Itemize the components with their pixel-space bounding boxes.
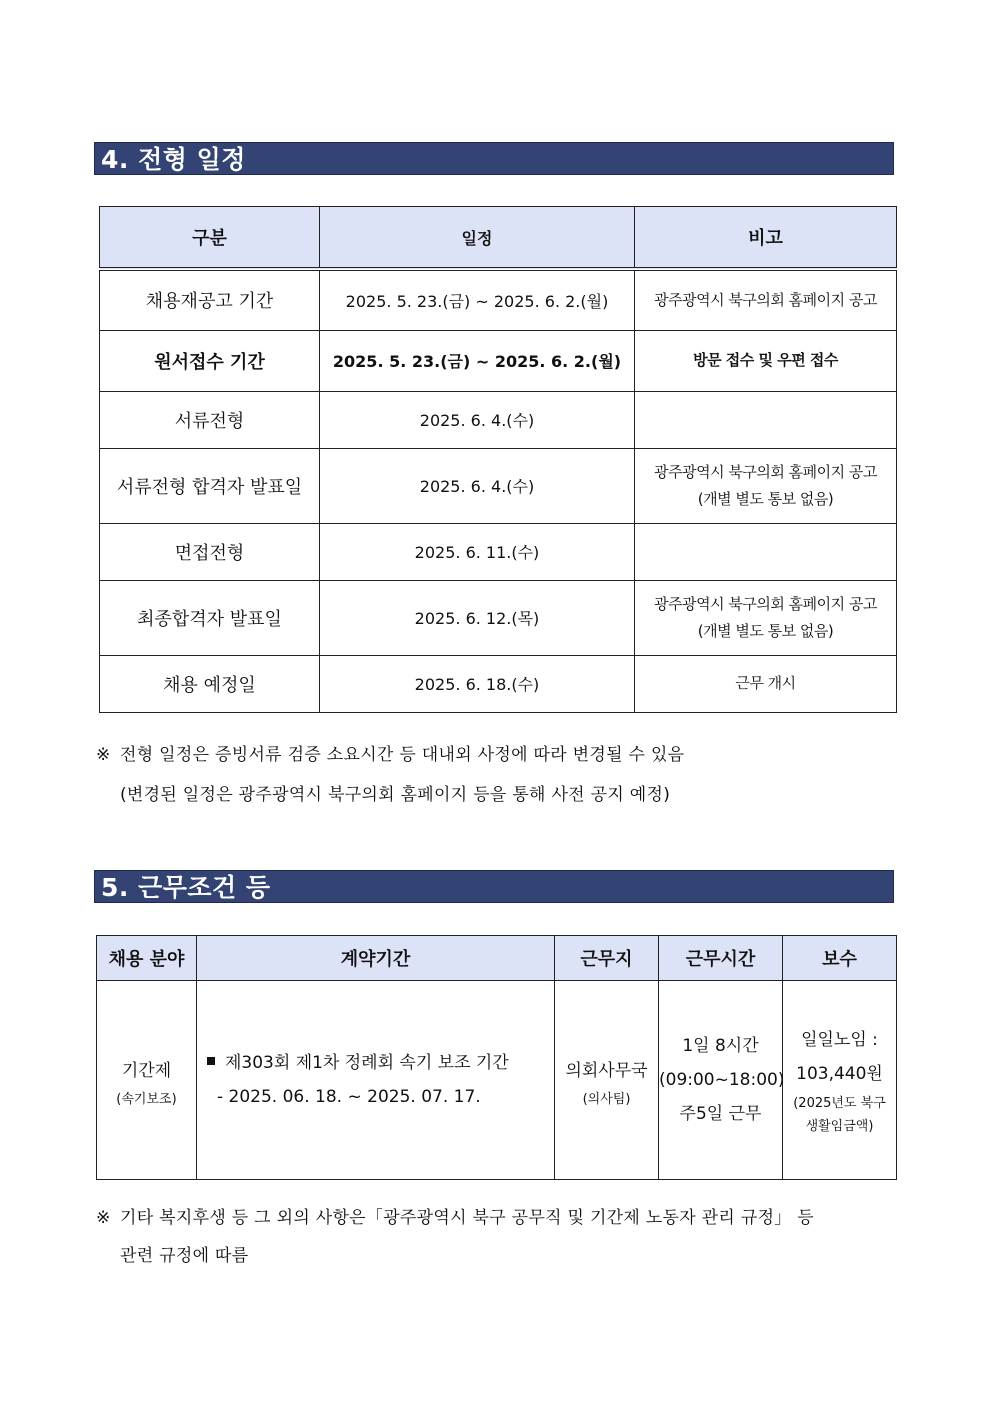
row-note-line2: (개별 별도 통보 없음) [697,621,834,640]
field-sub: (속기보조) [116,1091,177,1107]
section-5-header: 5. 근무조건 등 [94,870,894,903]
row-schedule: 2025. 6. 12.(목) [320,580,635,655]
conditions-note [96,1207,897,1267]
header-note: 비고 [635,207,897,270]
row-note [635,580,897,655]
row-note-line1: 광주광역시 북구의회 홈페이지 공고 [654,594,877,613]
row-note [635,448,897,523]
pay-sub2: 생활임금액) [805,1119,874,1134]
header-hours: 근무시간 [659,936,783,981]
schedule-table [99,206,897,713]
workplace-cell [555,981,659,1180]
bullet-icon [207,1057,215,1065]
table-row [100,448,897,523]
contract-line2: - 2025. 06. 18. ~ 2025. 07. 17. [217,1087,481,1107]
row-schedule: 2025. 6. 4.(수) [320,448,635,523]
row-schedule: 2025. 6. 18.(수) [320,655,635,712]
row-category: 채용재공고 기간 [100,269,320,330]
row-schedule: 2025. 6. 11.(수) [320,523,635,580]
header-field: 채용 분야 [97,936,197,981]
contract-cell [197,981,555,1180]
hours-line2: (09:00~18:00) [659,1070,785,1090]
pay-line1: 일일노임 : [801,1030,878,1050]
pay-line2: 103,440원 [796,1064,883,1084]
row-category: 채용 예정일 [100,655,320,712]
row-note [635,655,897,712]
row-category: 서류전형 [100,391,320,448]
schedule-note-text1: 전형 일정은 증빙서류 검증 소요시간 등 대내외 사정에 따라 변경될 수 있음 [120,745,685,765]
table-row [100,523,897,580]
row-category: 면접전형 [100,523,320,580]
hours-line3: 주5일 근무 [679,1104,762,1124]
schedule-note [96,744,684,806]
row-note-line1: 광주광역시 북구의회 홈페이지 공고 [654,462,877,481]
field-value: 기간제 [121,1060,172,1081]
conditions-note-line2: 관련 규정에 따름 [120,1246,249,1266]
conditions-table [96,935,897,1180]
row-note [635,523,897,580]
field-cell [97,981,197,1180]
workplace-value: 의회사무국 [565,1060,648,1081]
contract-line1 [207,1046,554,1080]
row-schedule: 2025. 5. 23.(금) ~ 2025. 6. 2.(월) [320,330,635,391]
row-note-line1: 근무 개시 [735,674,796,692]
row-schedule: 2025. 5. 23.(금) ~ 2025. 6. 2.(월) [320,269,635,330]
table-row [100,580,897,655]
pay-cell [783,981,897,1180]
row-category: 서류전형 합격자 발표일 [100,448,320,523]
workplace-sub: (의사팀) [582,1091,631,1107]
table-row [100,269,897,330]
schedule-note-line2: (변경된 일정은 광주광역시 북구의회 홈페이지 등을 통해 사전 공지 예정) [120,785,671,805]
reference-mark-icon: ※ [96,1208,111,1228]
table-row [100,655,897,712]
table-row [100,330,897,391]
schedule-note-line1 [96,744,684,766]
section-4-header: 4. 전형 일정 [94,142,894,175]
row-note-line1: 방문 접수 및 우편 접수 [693,351,838,369]
row-note-line1: 광주광역시 북구의회 홈페이지 공고 [654,290,877,309]
conditions-note-text1: 기타 복지후생 등 그 외의 사항은「광주광역시 북구 공무직 및 기간제 노동자 관리 규정」 등 [120,1208,815,1228]
header-pay: 보수 [783,936,897,981]
header-schedule: 일정 [320,207,635,270]
row-category: 원서접수 기간 [100,330,320,391]
row-note [635,391,897,448]
table-row [97,981,897,1180]
hours-line1: 1일 8시간 [682,1036,759,1056]
hours-cell [659,981,783,1180]
header-category: 구분 [100,207,320,270]
reference-mark-icon: ※ [96,745,111,765]
conditions-note-line1 [96,1207,897,1229]
header-workplace: 근무지 [555,936,659,981]
row-note [635,330,897,391]
row-note [635,269,897,330]
contract-line1-text: 제303회 제1차 정례회 속기 보조 기간 [225,1053,509,1073]
pay-sub1: (2025년도 북구 [793,1096,886,1111]
header-contract: 계약기간 [197,936,555,981]
row-note-line2: (개별 별도 통보 없음) [697,489,834,508]
table-row [100,391,897,448]
row-schedule: 2025. 6. 4.(수) [320,391,635,448]
row-category: 최종합격자 발표일 [100,580,320,655]
